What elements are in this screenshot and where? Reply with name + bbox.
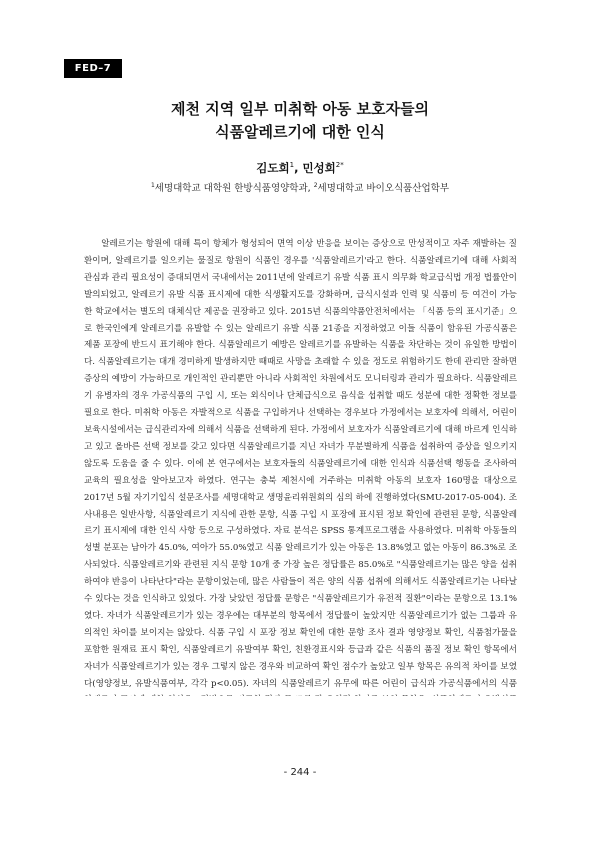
author-name: 민성희	[302, 161, 336, 175]
author-separator: ,	[294, 161, 303, 175]
affiliation-mark: 1	[150, 181, 155, 189]
author-name: 김도희	[256, 161, 290, 175]
author-list	[0, 160, 600, 176]
affiliation-text: 세명대학교 바이오식품산업학부	[317, 183, 450, 194]
affiliation-mark: 2	[313, 181, 318, 189]
paper-title	[0, 98, 600, 144]
abstract-body: 알레르기는 항원에 대해 특이 항체가 형성되어 면역 이상 반응을 보이는 증상으로 만성적이고 자주 재발하는 질환이며, 알레르기를 일으키는 물질로 항원이 식품인 경우를 '식품알레르기'라고 한다. 식품알레르기에 대해 사회적 관심과 관리 필요성이 증대되면서 국내에서는 2011년에 알레르기 유발 식품 표시 의무화 학교급식법 개정 법률안이 발의되었고, 알레르기 유발 식품 표시제에 대한 식생활지도를 강화하며, 급식시설과 인력 및 식품비 등 여건이 가능한 학교에서는 별도의 대체식단 제공을 권장하고 있다. 2015년 식품의약품안전처에서는 「식품 등의 표시기준」으로 한국인에게 알레르기를 유발할 수 있는 알레르기 유발 식품 21종을 지정하였고 이들 식품이 함유된 가공식품은 제품 포장에 반드시 표기해야 한다. 식품알레르기 예방은 알레르기를 유발하는 식품을 차단하는 것이 유일한 방법이다. 식품알레르기는 대개 경미하게 발생하지만 때때로 사망을 초래할 수 있을 정도로 위험하기도 한데 관리만 잘하면 증상의 예방이 가능하므로 개인적인 관리뿐만 아니라 사회적인 차원에서도 모니터링과 관리가 필요하다. 식품알레르기 유병자의 경우 가공식품의 구입 시, 또는 외식이나 단체급식으로 음식을 섭취할 때도 성분에 대한 정확한 정보를 필요로 한다. 미취학 아동은 자발적으로 식품을 구입하거나 선택하는 경우보다 가정에서는 보호자에 의해서, 어린이 보육시설에서는 급식관리자에 의해서 식품을 선택하게 된다. 가정에서 보호자가 식품알레르기에 대해 바르게 인식하고 있고 올바른 선택 정보를 갖고 있다면 식품알레르기를 지닌 자녀가 무분별하게 식품을 섭취하여 증상을 일으키지 않도록 도움을 줄 수 있다. 이에 본 연구에서는 보호자들의 식품알레르기에 대한 인식과 식품선택 행동을 조사하여 교육의 필요성을 알아보고자 하였다. 연구는 충북 제천시에 거주하는 미취학 아동의 보호자 160명을 대상으로 2017년 5월 자기기입식 설문조사를 세명대학교 생명윤리위원회의 심의 하에 진행하였다(SMU-2017-05-004). 조사내용은 일반사항, 식품알레르기 지식에 관한 문항, 식품 구입 시 포장에 표시된 정보 확인에 관련된 문항, 식품알레르기 표시제에 대한 인식 사항 등으로 구성하였다. 자료 분석은 SPSS 통계프로그램을 사용하였다. 미취학 아동들의 성별 분포는 남아가 45.0%, 여아가 55.0%였고 식품 알레르기가 있는 아동은 13.8%였고 없는 아동이 86.3%로 조사되었다. 식품알레르기와 관련된 지식 문항 10개 중 가장 높은 정답률은 85.0%로 "식품알레르기는 많은 양을 섭취하여야 반응이 나타난다"라는 문항이었는데, 많은 사람들이 적은 양의 식품 섭취에 의해서도 식품알레르기는 나타날 수 있다는 것을 인식하고 있었다. 가장 낮았던 정답률 문항은 "식품알레르기가 유전적 질환"이라는 문항으로 13.1%였다. 자녀가 식품알레르기가 있는 경우에는 대부분의 항목에서 정답률이 높았지만 식품알레르기가 없는 그룹과 유의적인 차이를 보이지는 않았다. 식품 구입 시 포장 정보 확인에 대한 문항 조사 결과 영양정보 확인, 식품첨가물을 포함한 원재료 표시 확인, 식품알레르기 유발여부 확인, 친환경표시와 등급과 같은 식품의 품질 정보 확인 항목에서 자녀가 식품알레르기가 있는 경우 그렇지 않은 경우와 비교하여 확인 점수가 높았고 일부 항목은 유의적 차이를 보였다(영양정보, 유발식품여부, 각각 p<0.05). 자녀의 식품알레르기 유무에 따른 어린이 급식과 가공식품에서의 식품	[84, 239, 517, 689]
author-affiliation-mark: 1	[289, 161, 295, 170]
session-code-badge: FED–7	[64, 59, 122, 78]
affiliation-text: 세명대학교 대학원 한방식품영양학과,	[154, 183, 314, 194]
title-line-2: 식품알레르기에 대한 인식	[215, 123, 385, 141]
affiliations	[0, 180, 600, 194]
page-number: - 244 -	[283, 767, 317, 778]
author-affiliation-mark: 2*	[335, 161, 344, 170]
title-line-1: 제천 지역 일부 미취학 아동 보호자들의	[171, 100, 429, 118]
